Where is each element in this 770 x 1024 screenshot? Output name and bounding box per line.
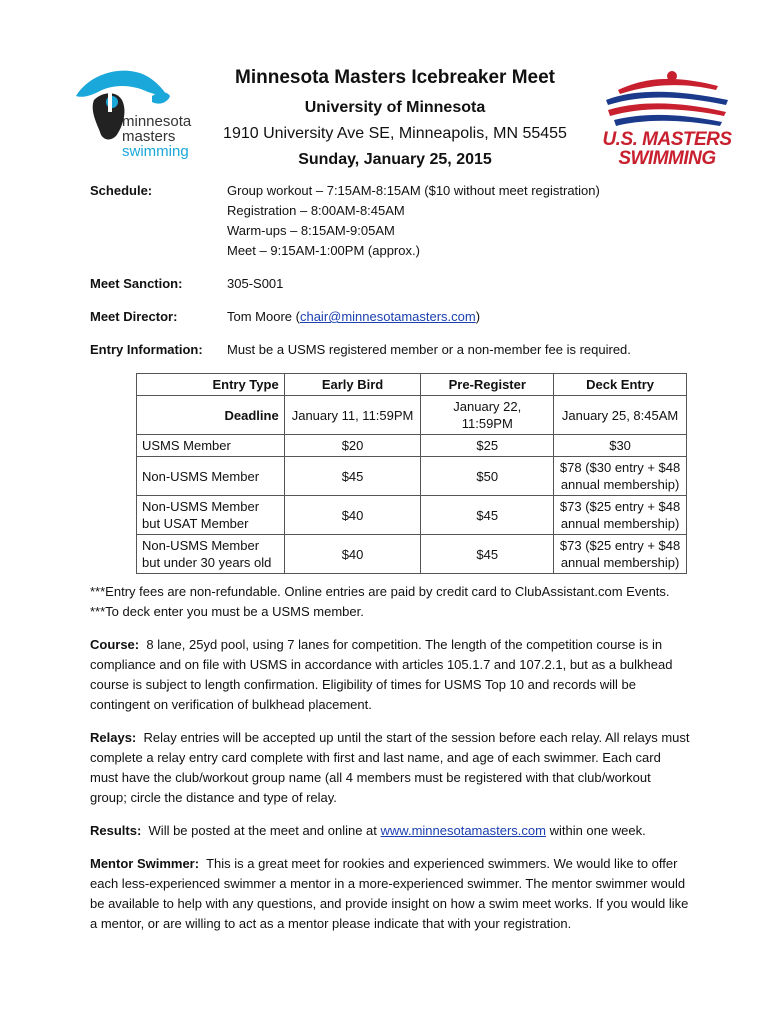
wave-swimmer-icon bbox=[598, 70, 733, 130]
table-row bbox=[137, 457, 687, 496]
sanction-label: Meet Sanction: bbox=[90, 276, 183, 291]
logo-line-masters: masters bbox=[122, 128, 176, 145]
meet-address: 1910 University Ave SE, Minneapolis, MN 55455 bbox=[223, 125, 567, 142]
director-section bbox=[90, 307, 690, 327]
sanction-section bbox=[90, 274, 690, 294]
relays-label: Relays: bbox=[90, 730, 137, 745]
member-type-cell: Non-USMS Member but USAT Member bbox=[137, 496, 285, 535]
minnesota-masters-logo bbox=[72, 66, 202, 162]
deadline-cell: January 11, 11:59PM bbox=[284, 396, 421, 435]
table-row bbox=[137, 496, 687, 535]
fee-notes bbox=[90, 582, 690, 622]
fee-cell: $45 bbox=[421, 496, 554, 535]
schedule-line: Meet – 9:15AM-1:00PM (approx.) bbox=[227, 243, 420, 258]
table-row bbox=[137, 374, 687, 396]
member-type-cell: USMS Member bbox=[137, 435, 285, 457]
pre-register-header: Pre-Register bbox=[421, 374, 554, 396]
course-label: Course: bbox=[90, 637, 140, 652]
fee-cell: $78 ($30 entry + $48 annual membership) bbox=[554, 457, 687, 496]
meet-header bbox=[220, 66, 570, 170]
schedule-line: Registration – 8:00AM-8:45AM bbox=[227, 203, 405, 218]
university-name: University of Minnesota bbox=[304, 99, 486, 116]
note-line: ***Entry fees are non-refundable. Online entries are paid by credit card to ClubAssistant.com Events. bbox=[90, 584, 670, 599]
results-text-end: within one week. bbox=[545, 823, 646, 838]
usms-logo-line2: SWIMMING bbox=[618, 148, 716, 169]
sanction-value: 305-S001 bbox=[227, 276, 284, 291]
fee-cell: $73 ($25 entry + $48 annual membership) bbox=[554, 496, 687, 535]
meet-date: Sunday, January 25, 2015 bbox=[298, 151, 492, 168]
results-link[interactable]: www.minnesotamasters.com bbox=[380, 823, 546, 838]
results-section bbox=[90, 821, 690, 841]
director-close: ) bbox=[475, 309, 481, 324]
relays-section bbox=[90, 728, 690, 808]
table-row bbox=[137, 396, 687, 435]
fee-cell: $40 bbox=[284, 535, 421, 574]
relays-text: Relay entries will be accepted up until the start of the session before each relay. All relays must complete a relay entry card complete with first and last name, and age of each swimmer. Each card must have the club/workout group name (all 4 members must be registered with that club/workout group; circle the distance and type of relay. bbox=[90, 730, 690, 805]
member-type-cell: Non-USMS Member bbox=[137, 457, 285, 496]
director-name: Tom Moore ( bbox=[227, 309, 300, 324]
entry-info-section bbox=[90, 340, 690, 360]
schedule-line: Warm-ups – 8:15AM-9:05AM bbox=[227, 223, 395, 238]
course-text: 8 lane, 25yd pool, using 7 lanes for competition. The length of the competition course is in compliance and on file with USMS in accordance with articles 105.1.7 and 107.2.1, but as a bulkhead course is subject to length confirmation. Eligibility of times for USMS Top 10 and records will be contingent on verification of bulkhead placement. bbox=[90, 637, 673, 712]
fee-cell: $73 ($25 entry + $48 annual membership) bbox=[554, 535, 687, 574]
fee-cell: $20 bbox=[284, 435, 421, 457]
fee-cell: $45 bbox=[284, 457, 421, 496]
entry-type-header: Entry Type bbox=[137, 374, 285, 396]
logo-line-swimming: swimming bbox=[122, 143, 189, 160]
results-text: Will be posted at the meet and online at bbox=[148, 823, 381, 838]
deadline-header: Deadline bbox=[137, 396, 285, 435]
fee-cell: $40 bbox=[284, 496, 421, 535]
entry-info-label: Entry Information: bbox=[90, 342, 203, 357]
mentor-label: Mentor Swimmer: bbox=[90, 856, 200, 871]
mentor-section bbox=[90, 854, 690, 934]
entry-info-value: Must be a USMS registered member or a non-member fee is required. bbox=[227, 342, 631, 357]
director-label: Meet Director: bbox=[90, 309, 178, 324]
table-row bbox=[137, 435, 687, 457]
schedule-section bbox=[90, 181, 690, 261]
usms-logo-line1: U.S. MASTERS bbox=[602, 129, 732, 150]
fee-table bbox=[136, 373, 687, 574]
fee-cell: $45 bbox=[421, 535, 554, 574]
logo-line-minnesota: minnesota bbox=[122, 113, 192, 130]
member-type-cell: Non-USMS Member but under 30 years old bbox=[137, 535, 285, 574]
fee-cell: $50 bbox=[421, 457, 554, 496]
mentor-text: This is a great meet for rookies and experienced swimmers. We would like to offer each less-experienced swimmer a mentor in a more-experienced swimmer. The mentor swimmer would be available to help with any questions, and provide insight on how a swim meet works. If you would like a mentor, or are willing to act as a mentor please indicate that with your registration. bbox=[90, 856, 689, 931]
early-bird-header: Early Bird bbox=[284, 374, 421, 396]
deck-entry-header: Deck Entry bbox=[554, 374, 687, 396]
fee-cell: $30 bbox=[554, 435, 687, 457]
deadline-cell: January 22, 11:59PM bbox=[421, 396, 554, 435]
note-line: ***To deck enter you must be a USMS member. bbox=[90, 604, 364, 619]
fee-cell: $25 bbox=[421, 435, 554, 457]
results-label: Results: bbox=[90, 823, 142, 838]
us-masters-swimming-logo bbox=[598, 70, 733, 169]
meet-title: Minnesota Masters Icebreaker Meet bbox=[235, 67, 555, 88]
director-email-link[interactable]: chair@minnesotamasters.com bbox=[299, 309, 476, 324]
table-row bbox=[137, 535, 687, 574]
schedule-line: Group workout – 7:15AM-8:15AM ($10 without meet registration) bbox=[227, 183, 600, 198]
course-section bbox=[90, 635, 690, 715]
deadline-cell: January 25, 8:45AM bbox=[554, 396, 687, 435]
schedule-label: Schedule: bbox=[90, 183, 153, 198]
